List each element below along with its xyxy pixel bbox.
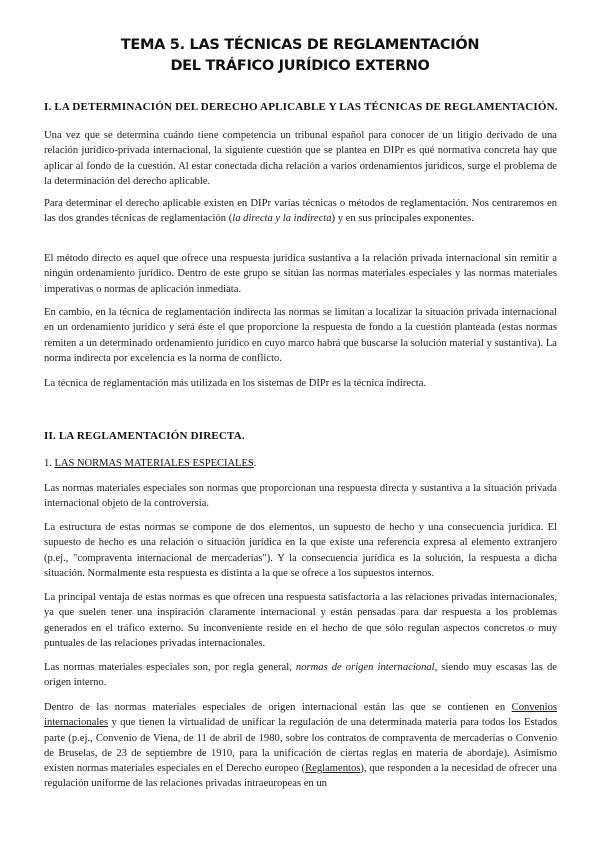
emphasis-techniques: la directa y la indirecta: [232, 213, 332, 225]
section-2-heading: II. LA REGLAMENTACIÓN DIRECTA.: [44, 430, 245, 442]
document-title-line-1: TEMA 5. LAS TÉCNICAS DE REGLAMENTACIÓN: [120, 37, 480, 53]
section-1-paragraph-1: Una vez que se determina cuándo tiene competencia un tribunal español para conocer de un litigio derivado de una relación jurídico-privada internacional, la siguiente cuestión que se plantea en DIPr es qué normativa concreta hay que aplicar al fondo de la cuestión. Al estar conectada dicha relación a varios ordenamientos jurídicos, surge el problema de la determinación del derecho aplicable.: [44, 130, 557, 187]
section-2-paragraph-5: Dentro de las normas materiales especiales de origen internacional están las que se contienen en Convenios internacionales y que tienen la virtualidad de unificar la regulación de una determinada materia para todos los Estados parte (p.ej., Convenio de Viena, de 11 de abril de 1980, sobre los contratos de compraventa de mercaderías o Convenio de Bruselas, de 23 de septiembre de 1910, para la unificación de ciertas reglas en materia de abordaje). Asimismo existen normas materiales especiales en el Derecho europeo (Reglamentos), que responden a la necesidad de ofrecer una regulación uniforme de las relaciones privadas intraeuropeas en un: [44, 702, 557, 790]
subsection-1-heading: 1. LAS NORMAS MATERIALES ESPECIALES.: [44, 458, 257, 469]
section-1-paragraph-5: La técnica de reglamentación más utilizada en los sistemas de DIPr es la técnica indirecta.: [44, 378, 427, 389]
link-reglamentos: Reglamentos: [305, 763, 361, 775]
section-2-paragraph-3: La principal ventaja de estas normas es que ofrecen una respuesta satisfactoria a las relaciones privadas internacionales, ya que suelen tener una inspiración claramente internacional y están pensadas para dar respuesta a los problemas generados en el tráfico externo. Su inconveniente reside en el hecho de que sólo regulan aspectos concretos o muy puntuales de las relaciones privadas internacionales.: [44, 592, 557, 649]
document-title-line-2: DEL TRÁFICO JURÍDICO EXTERNO: [170, 58, 430, 74]
section-1-paragraph-3: El método directo es aquel que ofrece una respuesta jurídica sustantiva a la relación privada internacional sin remitir a ningún ordenamiento jurídico. Dentro de este grupo se sitúan las normas materiales especiales y las normas materiales imperativas o normas de aplicación inmediata.: [44, 253, 557, 295]
section-1-paragraph-4: En cambio, en la técnica de reglamentación indirecta las normas se limitan a localizar la situación privada internacional en un ordenamiento jurídico y será éste el que proporcione la respuesta de fondo a la cuestión planteada (estas normas remiten a un determinado ordenamiento jurídico en cuyo marco habrá que buscarse la solución material y sustantiva). La norma indirecta por excelencia es la norma de conflicto.: [44, 307, 557, 364]
section-2-paragraph-4: Las normas materiales especiales son, por regla general, normas de origen internacional, siendo muy escasas las de origen interno.: [44, 662, 557, 689]
section-2-paragraph-1: Las normas materiales especiales son normas que proporcionan una respuesta directa y sustantiva a la situación privada internacional objeto de la controversia.: [44, 483, 557, 510]
link-convenios-internacionales: Convenios internacionales: [44, 702, 557, 729]
section-2-paragraph-2: La estructura de estas normas se compone de dos elementos, un supuesto de hecho y una consecuencia jurídica. El supuesto de hecho es una relación o situación jurídica en la que existe una referencia expresa al elemento extranjero (p.ej., "compraventa internacional de mercaderías"). Y la consecuencia jurídica es la solución, la respuesta a dicha situación. Normalmente esta respuesta es distinta a la que se ofrece a los supuestos internos.: [44, 522, 557, 579]
subsection-1-title: LAS NORMAS MATERIALES ESPECIALES: [54, 458, 254, 469]
section-1-paragraph-2: Para determinar el derecho aplicable existen en DIPr varias técnicas o métodos de reglamentación. Nos centraremos en las dos grandes técnicas de reglamentación (la directa y la indirecta) y en sus principales exponentes.: [44, 198, 557, 225]
section-1-heading: I. LA DETERMINACIÓN DEL DERECHO APLICABLE Y LAS TÉCNICAS DE REGLAMENTACIÓN.: [44, 101, 558, 113]
emphasis-origin: normas de origen internacional: [295, 662, 435, 673]
